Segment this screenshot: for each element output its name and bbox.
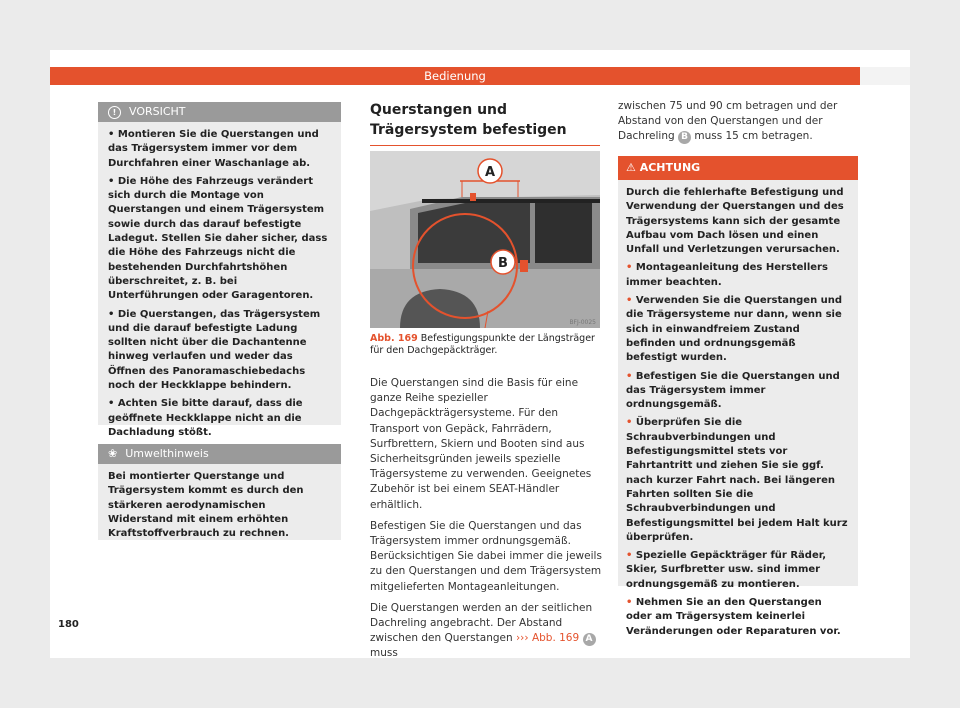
caution-item: • Die Höhe des Fahrzeugs verändert sich durch die Montage von Querstangen und einem Trägersystem sowie durch das darauf befestigte Ladegut. Stellen Sie daher sicher, dass die Höhe des Fahrzeugs nicht die bestehenden Durchfahrtshöhen überschreitet, z. B. bei Unterführungen oder Garagentoren. <box>108 175 328 302</box>
marker-a: A <box>583 633 596 646</box>
figure-code: BFJ-0025 <box>569 319 596 326</box>
caution-title: VORSICHT <box>129 105 186 118</box>
header-margin <box>860 67 910 85</box>
warning-intro: Durch die fehlerhafte Befestigung und Verwendung der Querstangen und des Trägersystems kann sich der gesamte Aufbau vom Dach lösen und einen Unfall und Verletzungen verursachen. <box>626 187 844 256</box>
info-circle-icon: ! <box>108 106 121 119</box>
section-header: Bedienung <box>50 67 860 85</box>
warning-content <box>618 180 858 649</box>
warning-item: • Verwenden Sie die Querstangen und die Trägersysteme nur dann, wenn sie sich in einwandfreiem Zustand befinden und ordnungsgemäß befestigt wurden. <box>626 295 843 364</box>
body-text-right <box>618 99 858 151</box>
car-illustration <box>370 151 600 328</box>
caution-item: • Die Querstangen, das Trägersystem und die darauf befestigte Ladung sollten nicht über die Dachantenne hinweg verlaufen und weder das Öffnen des Panoramaschiebedachs noch der Heckklappe behindern. <box>108 308 321 392</box>
caution-item: • Montieren Sie die Querstangen und das Trägersystem immer vor dem Durchfahren einer Waschanlage ab. <box>108 129 319 169</box>
warning-item: • Montageanleitung des Herstellers immer beachten. <box>626 262 828 288</box>
page-number: 180 <box>58 619 79 630</box>
warning-box <box>618 156 858 637</box>
body-paragraph: Befestigen Sie die Querstangen und das Trägersystem immer ordnungsgemäß. Berücksichtigen Sie dabei immer die jeweils zu den Querstangen und dem Trägersystem mitgelieferten Montageanleitungen. <box>370 519 602 593</box>
warning-item: • Nehmen Sie an den Querstangen oder am Trägersystem keinerlei Veränderungen oder Reparaturen vor. <box>626 597 841 637</box>
cross-reference-arrow: ››› <box>515 632 529 645</box>
environment-title: Umwelthinweis <box>125 447 209 460</box>
figure-roof-rack <box>370 151 600 328</box>
caution-header <box>98 102 341 122</box>
body-paragraph: Die Querstangen werden an der seitlichen Dachreling angebracht. Der Abstand zwischen den Querstangen ››› Abb. 169 A muss <box>370 601 602 662</box>
warning-triangle-icon: ⚠ <box>626 161 636 174</box>
figure-label-b: B <box>498 256 508 271</box>
caution-box <box>98 102 341 438</box>
section-title: Querstangen und Trägersystem befestigen <box>370 100 600 146</box>
caution-content <box>98 122 341 452</box>
figure-caption <box>370 333 600 357</box>
caption-figure-number: Abb. 169 <box>370 333 418 344</box>
body-paragraph: zwischen 75 und 90 cm betragen und der Abstand von den Querstangen und der Dachreling B muss 15 cm betragen. <box>618 100 838 143</box>
leaf-icon: ❀ <box>108 447 118 460</box>
body-paragraph: Die Querstangen sind die Basis für eine ganze Reihe spezieller Dachgepäckträgersysteme. Für den Transport von Gepäck, Fahrrädern, Surfbrettern, Skiern und Booten sind aus Sicherheitsgründen jeweils spezielle Trägersysteme zu verwenden. Geeignetes Zubehör ist bei einem SEAT-Händler erhältlich. <box>370 377 592 511</box>
caption-text: Befestigungspunkte der Längsträger für den Dachgepäckträger. <box>370 333 595 356</box>
marker-b: B <box>678 131 691 144</box>
warning-item: • Überprüfen Sie die Schraubverbindungen und Befestigungsmittel stets vor Fahrtantritt und ziehen Sie sie ggf. nach kurzer Fahrt nach. Bei längeren Fahrten sollten Sie die Schraubverbindungen und Befestigungsmittel bei jedem Halt kurz überprüfen. <box>626 417 848 543</box>
figure-label-a: A <box>484 165 496 180</box>
warning-item: • Spezielle Gepäckträger für Räder, Skier, Surfbretter usw. sind immer ordnungsgemäß zu montieren. <box>626 550 826 590</box>
environment-header <box>98 444 341 464</box>
environment-text: Bei montierter Querstange und Trägersystem kommt es durch den stärkeren aerodynamischen Widerstand mit einem erhöhten Kraftstoffverbrauch zu rechnen. <box>108 471 304 540</box>
figure-link[interactable]: Abb. 169 <box>531 632 580 645</box>
warning-item: • Befestigen Sie die Querstangen und das Trägersystem immer ordnungsgemäß. <box>626 370 840 411</box>
body-text-middle <box>370 376 602 668</box>
warning-title: ACHTUNG <box>639 161 701 174</box>
environment-box <box>98 444 341 540</box>
caution-item: • Achten Sie bitte darauf, dass die geöffnete Heckklappe nicht an die Dachladung stößt. <box>108 398 303 438</box>
warning-header <box>618 156 858 180</box>
